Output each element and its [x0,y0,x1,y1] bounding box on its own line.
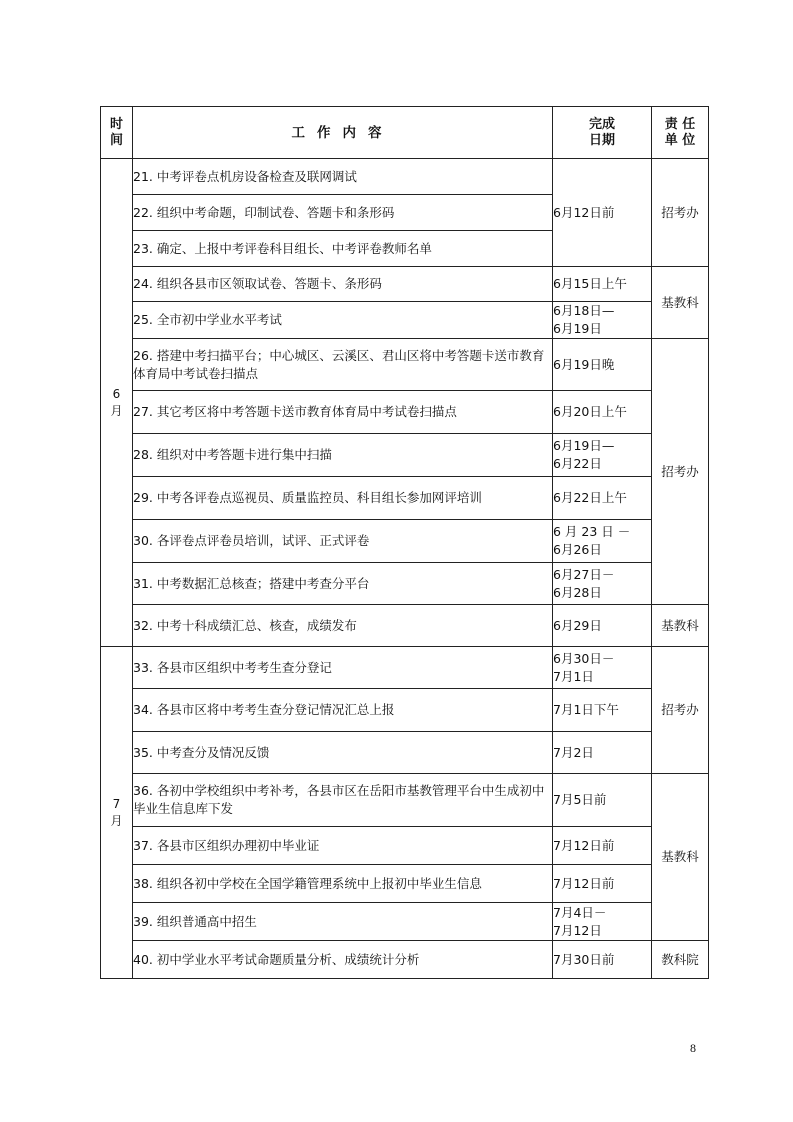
item-cell: 38. 组织各初中学校在全国学籍管理系统中上报初中毕业生信息 [133,865,553,903]
item-cell: 27. 其它考区将中考答题卡送市教育体育局中考试卷扫描点 [133,391,553,434]
table-row [101,520,709,563]
table-row [101,563,709,605]
date-cell: 6月18日— 6月19日 [553,302,652,339]
unit-cell: 基教科 [652,267,709,339]
table-row [101,391,709,434]
table-row [101,827,709,865]
date-cell: 7月2日 [553,732,652,774]
table-row [101,477,709,520]
date-cell: 6月12日前 [553,159,652,267]
unit-cell: 招考办 [652,647,709,774]
table-row [101,774,709,827]
date-cell: 6 月 23 日 － 6月26日 [553,520,652,563]
unit-cell: 基教科 [652,774,709,941]
table-row [101,434,709,477]
item-cell: 37. 各县市区组织办理初中毕业证 [133,827,553,865]
page-number: 8 [690,1041,696,1055]
date-cell: 6月30日－ 7月1日 [553,647,652,689]
item-cell: 25. 全市初中学业水平考试 [133,302,553,339]
item-cell: 32. 中考十科成绩汇总、核查，成绩发布 [133,605,553,647]
item-cell: 24. 组织各县市区领取试卷、答题卡、条形码 [133,267,553,302]
unit-cell: 教科院 [652,941,709,979]
date-cell: 7月1日下午 [553,689,652,732]
header-unit: 责 任 单 位 [652,107,709,159]
table-row [101,689,709,732]
table-header-row [101,107,709,159]
table-row [101,302,709,339]
date-cell: 7月30日前 [553,941,652,979]
month-june-cell: 6 月 [101,159,133,647]
item-cell: 33. 各县市区组织中考考生查分登记 [133,647,553,689]
unit-cell: 基教科 [652,605,709,647]
item-cell: 22. 组织中考命题，印制试卷、答题卡和条形码 [133,195,553,231]
table-row [101,732,709,774]
date-cell: 7月12日前 [553,865,652,903]
table-row [101,647,709,689]
unit-cell: 招考办 [652,159,709,267]
item-cell: 36. 各初中学校组织中考补考，各县市区在岳阳市基教管理平台中生成初中毕业生信息库下发 [133,774,553,827]
item-cell: 34. 各县市区将中考考生查分登记情况汇总上报 [133,689,553,732]
date-cell: 6月19日晚 [553,339,652,391]
item-cell: 28. 组织对中考答题卡进行集中扫描 [133,434,553,477]
item-cell: 23. 确定、上报中考评卷科目组长、中考评卷教师名单 [133,231,553,267]
schedule-table [100,106,709,979]
date-cell: 6月27日－ 6月28日 [553,563,652,605]
date-cell: 6月20日上午 [553,391,652,434]
item-cell: 39. 组织普通高中招生 [133,903,553,941]
table-row [101,903,709,941]
item-cell: 31. 中考数据汇总核查；搭建中考查分平台 [133,563,553,605]
item-cell: 40. 初中学业水平考试命题质量分析、成绩统计分析 [133,941,553,979]
date-cell: 7月5日前 [553,774,652,827]
item-cell: 29. 中考各评卷点巡视员、质量监控员、科目组长参加网评培训 [133,477,553,520]
date-cell: 6月22日上午 [553,477,652,520]
table-row [101,159,709,195]
item-cell: 21. 中考评卷点机房设备检查及联网调试 [133,159,553,195]
unit-cell: 招考办 [652,339,709,605]
header-content: 工作内容 [133,107,553,159]
item-cell: 26. 搭建中考扫描平台；中心城区、云溪区、君山区将中考答题卡送市教育体育局中考试卷扫描点 [133,339,553,391]
table-row [101,339,709,391]
item-cell: 35. 中考查分及情况反馈 [133,732,553,774]
date-cell: 6月15日上午 [553,267,652,302]
date-cell: 6月19日— 6月22日 [553,434,652,477]
table-row [101,605,709,647]
item-cell: 30. 各评卷点评卷员培训，试评、正式评卷 [133,520,553,563]
date-cell: 6月29日 [553,605,652,647]
table-row [101,865,709,903]
table-row [101,267,709,302]
table-row [101,941,709,979]
month-july-cell: 7 月 [101,647,133,979]
date-cell: 7月4日－ 7月12日 [553,903,652,941]
header-time: 时 间 [101,107,133,159]
date-cell: 7月12日前 [553,827,652,865]
header-date: 完成 日期 [553,107,652,159]
